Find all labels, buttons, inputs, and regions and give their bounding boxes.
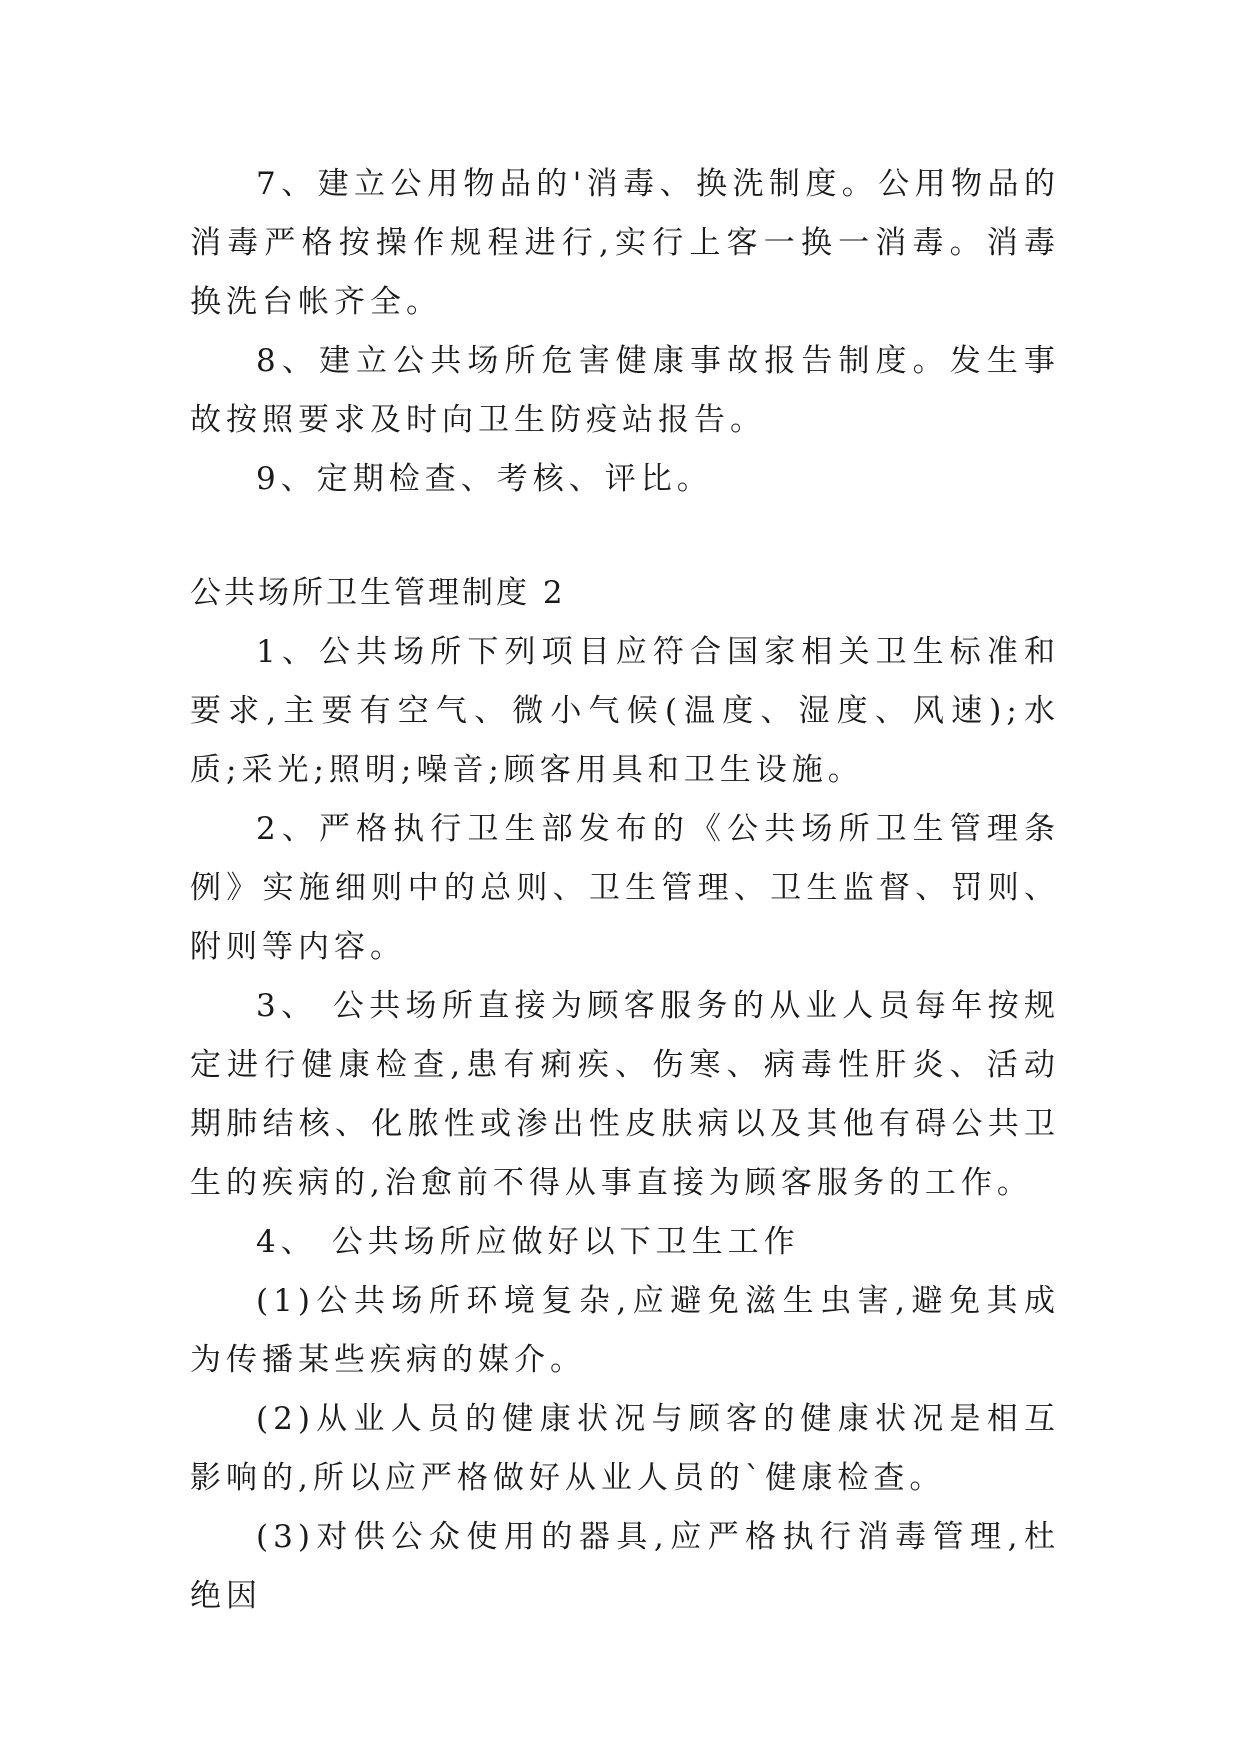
paragraph-item-7: 7、建立公用物品的'消毒、换洗制度。公用物品的消毒严格按操作规程进行,实行上客一换一消毒。消毒换洗台帐齐全。 <box>190 166 1060 320</box>
paragraph-item-1: 1、公共场所下列项目应符合国家相关卫生标准和要求,主要有空气、微小气候(温度、湿度、风速);水质;采光;照明;噪音;顾客用具和卫生设施。 <box>190 634 1060 788</box>
paragraph-item-8: 8、建立公共场所危害健康事故报告制度。发生事故按照要求及时向卫生防疫站报告。 <box>190 343 1060 438</box>
document-body <box>190 155 1060 1626</box>
paragraph-item-4: 4、 公共场所应做好以下卫生工作 <box>256 1224 800 1260</box>
paragraph-item-9: 9、定期检查、考核、评比。 <box>256 461 713 497</box>
sub-item-1: (1)公共场所环境复杂,应避免滋生虫害,避免其成为传播某些疾病的媒介。 <box>190 1283 1060 1378</box>
paragraph-item-3: 3、 公共场所直接为顾客服务的从业人员每年按规定进行健康检查,患有痢疾、伤寒、病毒性肝炎、活动期肺结核、化脓性或渗出性皮肤病以及其他有碍公共卫生的疾病的,治愈前不得从事直接为顾客服务的工作。 <box>190 988 1060 1201</box>
paragraph-item-2: 2、严格执行卫生部发布的《公共场所卫生管理条例》实施细则中的总则、卫生管理、卫生监督、罚则、附则等内容。 <box>190 811 1060 965</box>
sub-item-2: (2)从业人员的健康状况与顾客的健康状况是相互影响的,所以应严格做好从业人员的`健康检查。 <box>190 1401 1060 1496</box>
sub-item-3: (3)对供公众使用的器具,应严格执行消毒管理,杜绝因 <box>190 1519 1060 1614</box>
section-title: 公共场所卫生管理制度 2 <box>190 575 566 611</box>
